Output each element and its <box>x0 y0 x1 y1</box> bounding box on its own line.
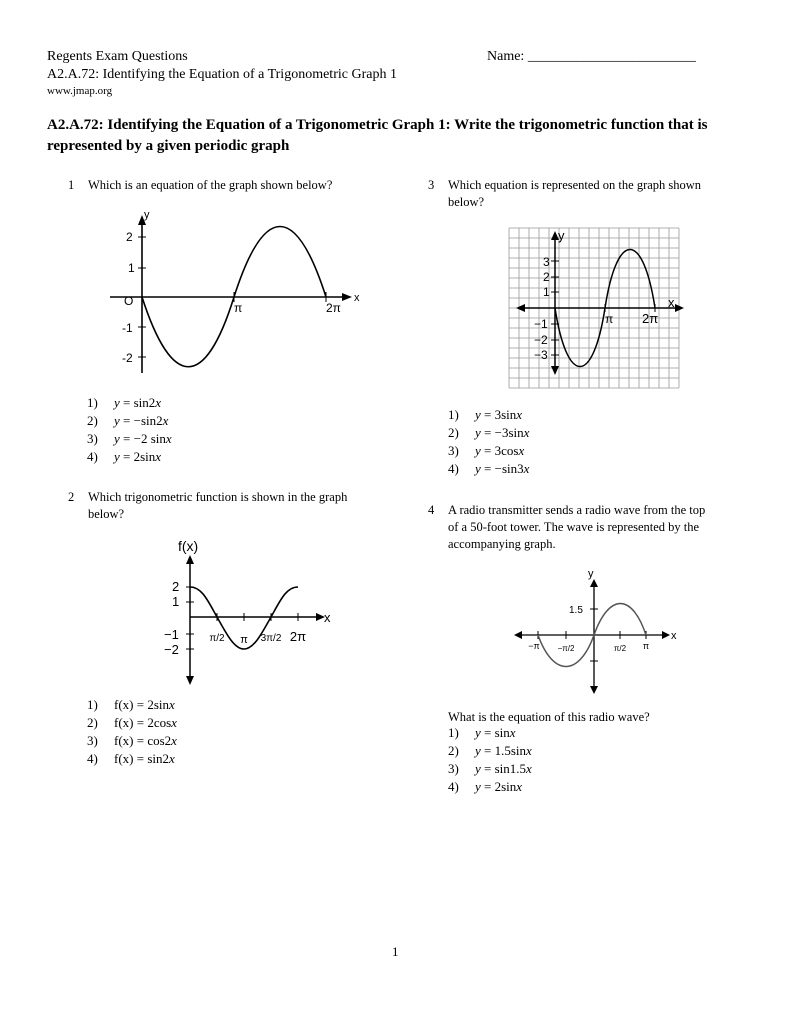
x-tick-label: −π <box>528 641 540 651</box>
x-axis-arrow-icon <box>516 304 525 312</box>
choice-2: 2) f(x) = 2cosx <box>87 715 177 730</box>
question-number: 1 <box>68 178 75 192</box>
y-tick-label: 1 <box>128 261 135 275</box>
question-3 <box>428 177 758 213</box>
header-url: www.jmap.org <box>47 85 113 97</box>
y-axis-label: y <box>588 568 594 580</box>
x-axis-label: x <box>324 610 331 625</box>
y-tick-label: 1 <box>172 594 180 609</box>
question-number: 3 <box>428 178 435 192</box>
y-tick-label: 2 <box>172 579 180 594</box>
question-text: accompanying graph. <box>448 537 556 551</box>
question-1-graph <box>100 205 370 380</box>
y-tick-label: 3 <box>543 255 550 269</box>
x-axis-label: x <box>668 295 675 310</box>
choice-1: 1) f(x) = 2sinx <box>87 697 175 712</box>
y-axis-label: y <box>558 228 565 243</box>
y-tick-label: −1 <box>534 317 548 331</box>
x-tick-label: π <box>240 634 248 646</box>
choice-3: 3) f(x) = cos2x <box>87 733 177 748</box>
x-tick-label: π <box>605 312 614 326</box>
x-tick-label: π/2 <box>209 633 225 644</box>
x-tick-label: π <box>642 641 650 651</box>
x-tick-label: −π/2 <box>557 644 575 653</box>
question-text: Which trigonometric function is shown in the graph <box>88 490 348 504</box>
y-tick-label: −1 <box>164 627 179 642</box>
choice-4: 4) y = −sin3x <box>448 461 530 476</box>
y-axis-label: f(x) <box>178 538 199 554</box>
choice-2: 2) y = −3sinx <box>448 425 530 440</box>
choice-3: 3) y = −2 sinx <box>87 431 172 446</box>
question-2-graph <box>150 535 350 685</box>
choice-4: 4) y = 2sinx <box>87 449 162 464</box>
question-4 <box>428 502 768 556</box>
x-tick-label: π <box>234 301 243 315</box>
question-number: 2 <box>68 490 75 504</box>
y-tick-label: −2 <box>164 642 179 657</box>
y-tick-label: 1.5 <box>569 605 583 616</box>
x-tick-label: 2π <box>642 311 659 326</box>
choice-4: 4) f(x) = sin2x <box>87 751 175 766</box>
choice-2: 2) y = −sin2x <box>87 413 169 428</box>
question-text: of a 50-foot tower. The wave is represented by the <box>448 520 700 534</box>
y-tick-label: −3 <box>534 348 548 362</box>
x-axis-label: x <box>671 630 677 642</box>
y-axis-arrow-icon <box>186 676 194 685</box>
question-4-prompt: What is the equation of this radio wave? <box>448 710 650 724</box>
header-course: Regents Exam Questions <box>47 49 188 64</box>
x-axis-arrow-icon <box>675 304 684 312</box>
y-tick-label: -2 <box>122 351 133 365</box>
question-number: 4 <box>428 503 435 517</box>
x-tick-label: 2π <box>326 301 341 315</box>
x-tick-label: π/2 <box>613 644 627 653</box>
name-field: Name: ________________________ <box>487 49 696 64</box>
y-axis-arrow-icon <box>186 555 194 564</box>
question-text: Which is an equation of the graph shown below? <box>88 178 333 192</box>
question-text: below? <box>88 507 125 521</box>
y-tick-label: 2 <box>543 270 550 284</box>
header-topic: A2.A.72: Identifying the Equation of a Trigonometric Graph 1 <box>47 67 397 82</box>
y-axis-label: y <box>144 209 150 221</box>
y-tick-label: -1 <box>122 321 133 335</box>
y-axis-arrow-icon <box>551 366 559 375</box>
question-1 <box>68 177 398 197</box>
question-text: below? <box>448 195 485 209</box>
y-axis-arrow-icon <box>590 686 598 694</box>
question-2 <box>68 489 398 525</box>
x-axis-label: x <box>354 292 360 304</box>
question-text: A radio transmitter sends a radio wave from the top <box>448 503 706 517</box>
x-tick-label: 2π <box>289 629 307 644</box>
x-axis-arrow-icon <box>662 631 670 639</box>
choice-2: 2) y = 1.5sinx <box>448 743 532 758</box>
choice-3: 3) y = sin1.5x <box>448 761 532 776</box>
page-title: A2.A.72: Identifying the Equation of a Trigonometric Graph 1: Write the trigonometric function that is represented by a given periodic graph <box>47 117 708 154</box>
origin-label: O <box>124 294 134 308</box>
y-tick-label: 2 <box>126 230 133 244</box>
choice-1: 1) y = 3sinx <box>448 407 523 422</box>
question-text: Which equation is represented on the graph shown <box>448 178 702 192</box>
x-axis-arrow-icon <box>342 293 352 301</box>
question-3-graph <box>508 227 688 391</box>
page-number: 1 <box>392 944 399 959</box>
y-tick-label: −2 <box>534 333 548 347</box>
y-axis-arrow-icon <box>590 579 598 587</box>
x-tick-label: 3π/2 <box>260 633 282 644</box>
y-tick-label: 1 <box>543 285 550 299</box>
choice-1: 1) y = sin2x <box>87 395 162 410</box>
question-4-graph <box>510 562 690 697</box>
choice-4: 4) y = 2sinx <box>448 779 523 794</box>
choice-1: 1) y = sinx <box>448 725 516 740</box>
choice-3: 3) y = 3cosx <box>448 443 525 458</box>
x-axis-arrow-icon <box>514 631 522 639</box>
